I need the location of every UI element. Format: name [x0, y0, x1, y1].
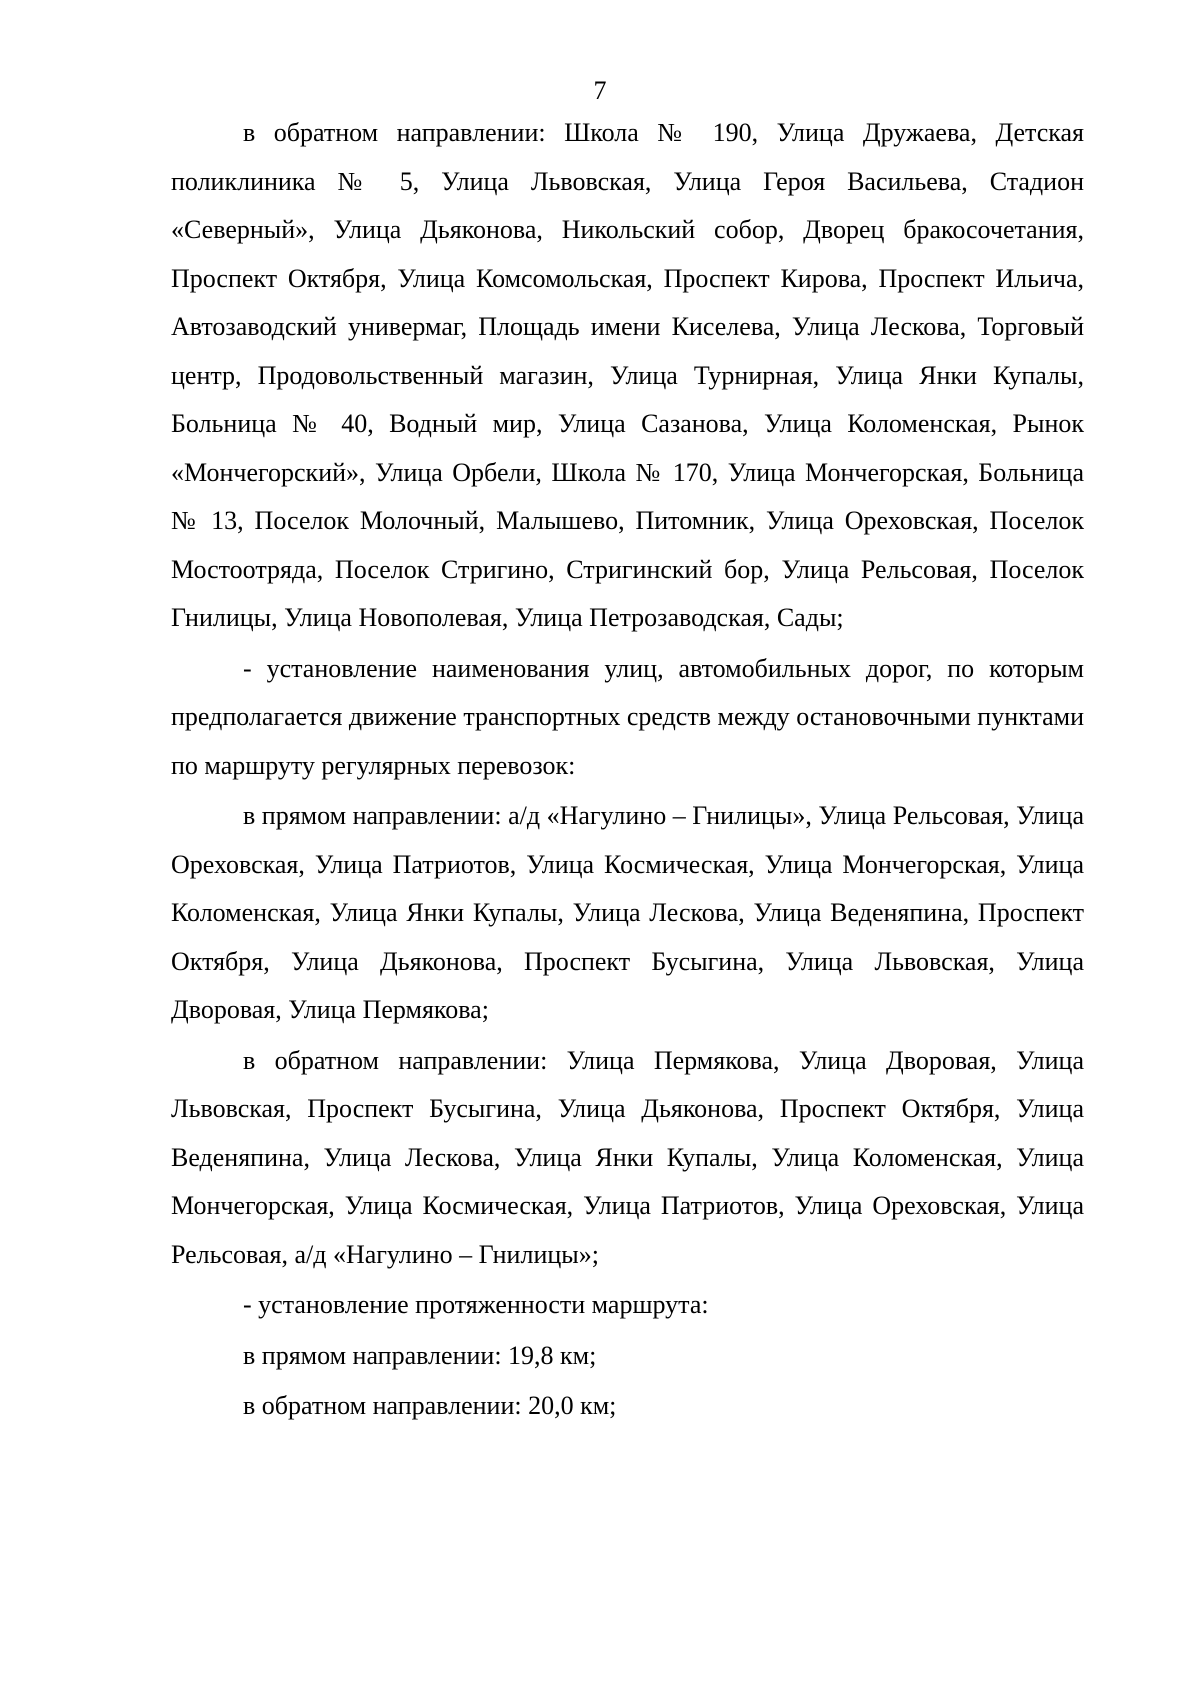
paragraph-return-stops: в обратном направлении: Школа № 190, Улица Дружаева, Детская поликлиника № 5, Улица Львовская, Улица Героя Васильева, Стадион «Северный», Улица Дьяконова, Никольский собор, Дворец бракосочетания, Проспект Октября, Улица Комсомольская, Проспект Кирова, Проспект Ильича, Автозаводский универмаг, Площадь имени Киселева, Улица Лескова, Торговый центр, Продовольственный магазин, Улица Турнирная, Улица Янки Купалы, Больница № 40, Водный мир, Улица Сазанова, Улица Коломенская, Рынок «Мончегорский», Улица Орбели, Школа № 170, Улица Мончегорская, Больница № 13, Поселок Молочный, Малышево, Питомник, Улица Ореховская, Поселок Мостоотряда, Поселок Стригино, Стригинский бор, Улица Рельсовая, Поселок Гнилицы, Улица Новополевая, Улица Петрозаводская, Сады; [171, 118, 1084, 632]
paragraph-return-streets: в обратном направлении: Улица Пермякова, Улица Дворовая, Улица Львовская, Проспект Бусыгина, Улица Дьяконова, Проспект Октября, Улица Веденяпина, Улица Лескова, Улица Янки Купалы, Улица Коломенская, Улица Мончегорская, Улица Космическая, Улица Патриотов, Улица Ореховская, Улица Рельсовая, а/д «Нагулино – Гнилицы»; [171, 1045, 1084, 1269]
document-body [171, 109, 1084, 1433]
paragraph-forward-length: в прямом направлении: 19,8 км; [243, 1340, 597, 1370]
paragraph-return-length: в обратном направлении: 20,0 км; [243, 1391, 617, 1420]
page-number: 7 [593, 76, 607, 105]
paragraph-forward-streets: в прямом направлении: а/д «Нагулино – Гнилицы», Улица Рельсовая, Улица Ореховская, Улица Патриотов, Улица Космическая, Улица Мончегорская, Улица Коломенская, Улица Янки Купалы, Улица Лескова, Улица Веденяпина, Проспект Октября, Улица Дьяконова, Проспект Бусыгина, Улица Львовская, Улица Дворовая, Улица Пермякова; [171, 801, 1084, 1024]
paragraph-length-heading: - установление протяженности маршрута: [243, 1290, 709, 1319]
paragraph-streets-heading: - установление наименования улиц, автомобильных дорог, по которым предполагается движение транспортных средств между остановочными пунктами по маршруту регулярных перевозок: [171, 653, 1084, 780]
